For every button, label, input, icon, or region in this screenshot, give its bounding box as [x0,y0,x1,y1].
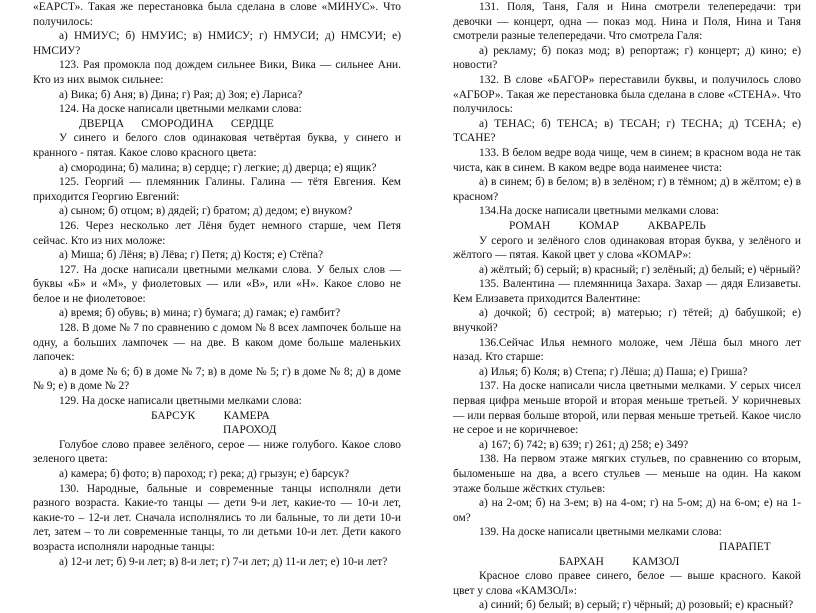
question-text: 135. Валентина — племянница Захара. Захар — дядя Елизаветы. Кем Елизавета приходится Валентине: [453,278,801,305]
answer-options: а) на 2-ом; б) на 3-ем; в) на 4-ом; г) на 5-ом; д) на 6-ом; е) на 1-ом? [453,497,801,524]
answer-options: а) дочкой; б) сестрой; в) матерью; г) тётей; д) бабушкой; е) внучкой? [453,307,801,335]
right-column [453,0,801,613]
question-text: 128. В доме № 7 по сравнению с домом № 8 всех лампочек больше на одну, а больших лампочек — на две. В каком доме больше маленьких лапочек: [33,322,401,364]
question-text: 123. Рая промокла под дождем сильнее Вики, Вика — сильнее Ани. Кто из них вымок сильнее: [33,59,401,86]
answer-options: а) жёлтый; б) серый; в) красный; г) зелёный; д) белый; е) чёрный? [479,263,801,276]
answer-options: а) 12-и лет; б) 9-и лет; в) 8-и лет; г) 7-и лет; д) 11-и лет; е) 10-и лет? [59,555,388,568]
answer-options: а) ТЕНАС; б) ТЕНСА; в) ТЕСАН; г) ТЕСНА; д) ТСЕНА; е) ТСАНЕ? [453,117,801,145]
answer-options: а) сыном; б) отцом; в) дядей; г) братом; д) дедом; е) внуком? [59,205,353,218]
question-text: 127. На доске написали цветными мелками слова. У белых слов — буквы «Б» и «М», у фиолетовых — или «В», или «Н». Какое слово не белое и не фиолетовое: [33,263,401,305]
answer-options: а) рекламу; б) показ мод; в) репортаж; г) концерт; д) кино; е) новости? [453,44,801,72]
question-text: 134.На доске написали цветными мелками слова: [479,205,719,218]
question-text: 139. На доске написали цветными мелками слова: [479,526,722,539]
answer-options: а) в доме № 6; б) в доме № 7; в) в доме № 5; г) в доме № 8; д) в доме № 9; е) в доме № 2? [33,365,401,393]
word-list: ПАРАПЕТ [719,540,771,553]
word-list: БАРСУК КАМЕРА [151,409,270,422]
question-text: Голубое слово правее зелёного, серое — ниже голубого. Какое слово зеленого цвета: [33,438,401,466]
answer-options: а) Илья; б) Коля; в) Степа; г) Лёша; д) Паша; е) Гриша? [479,365,748,378]
question-text: 131. Поля, Таня, Галя и Нина смотрели телепередачи: три девочки — концерт, одна — показ мод. Нина и Поля, Нина и Таня смотрели разные телепередачи. Что смотрела Галя: [453,1,801,43]
question-text: 136.Сейчас Илья немного моложе, чем Лёша был много лет назад. Кто старше: [453,336,801,364]
question-text: 129. На доске написали цветными мелками слова: [59,395,302,408]
question-text: 138. На первом этаже мягких стульев, по сравнению со вторым, быломеньше на два, а всего стульев — меньше на один. На каком этаже больше жёстких стульев: [453,453,801,495]
question-text: 126. Через несколько лет Лёня будет немного старше, чем Петя сейчас. Кто из них моложе: [33,219,401,247]
question-text: 132. В слове «БАГОР» переставили буквы, и получилось слово «АГБОР». Такая же перестановка была сделана в слове «СТЕНА». Что получилось: [453,73,801,116]
question-text: У синего и белого слов одинаковая четвёртая буква, у синего и кранного - пятая. Какое слово красного цвета: [33,132,401,159]
answer-options: а) Миша; б) Лёня; в) Лёва; г) Петя; д) Костя; е) Стёпа? [59,249,324,262]
question-text: «ЕАРСТ». Такая же перестановка была сделана в слове «МИНУС». Что получилось: [33,1,401,28]
answer-options: а) камера; б) фото; в) пароход; г) река; д) грызун; е) барсук? [59,468,350,480]
answer-options: а) 167; б) 742; в) 639; г) 261; д) 258; е) 349? [479,438,689,451]
answer-options: а) время; б) обувь; в) мина; г) бумага; д) гамак; е) гамбит? [59,307,341,320]
question-text: 124. На доске написали цветными мелками слова: [59,103,302,116]
word-list: БАРХАН КАМЗОЛ [559,555,680,568]
question-text: 125. Георгий — племянник Галины. Галина — тётя Евгения. Кем приходится Георгию Евгений: [33,176,401,203]
question-text: 137. На доске написали числа цветными мелками. У серых чисел первая цифра меньше второй и вторая меньше третьей. У коричневых — или первая больше второй, или первая меньше третьей. Какое число не серое и не коричневое: [453,380,801,437]
answer-options: а) в синем; б) в белом; в) в зелёном; г) в тёмном; д) в жёлтом; е) в красном? [453,176,801,203]
word-list: РОМАН КОМАР АКВАРЕЛЬ [509,219,706,232]
answer-options: а) Вика; б) Аня; в) Дина; г) Рая; д) Зоя; е) Лариса? [59,88,303,101]
question-text: У серого и зелёного слов одинаковая вторая буква, у зелёного и жёлтого — пятая. Какой цвет у слова «КОМАР»: [453,234,801,262]
answer-options: а) НМИУС; б) НМУИС; в) НМИСУ; г) НМУСИ; д) НМСУИ; е) НМСИУ? [33,30,401,57]
word-list: ПАРОХОД [223,424,277,437]
left-column [33,0,401,569]
question-text: 133. В белом ведре вода чище, чем в синем; в красном вода не так чиста, как в синем. В каком ведре вода наименее чиста: [453,146,801,174]
word-list: ДВЕРЦА СМОРОДИНА СЕРДЦЕ [79,117,274,130]
answer-options: а) смородина; б) малина; в) сердце; г) легкие; д) дверца; е) ящик? [59,161,377,174]
question-text: 130. Народные, бальные и современные танцы исполняли дети разного возраста. Какие-то танцы — дети 9-и лет, какие-то — 10-и лет, какие-то – 12-и лет. Сначала исполнялись то ли бальные, то ли дети 10-и лет, затем – то ли современные танцы, то ли детьми 10-и лет. Дети какого возраста исполняли народные танцы: [33,482,401,553]
question-text: Красное слово правее синего, белое — выше красного. Какой цвет у слова «КАМЗОЛ»: [453,570,801,597]
answer-options: а) синий; б) белый; в) серый; г) чёрный; д) розовый; е) красный? [479,599,794,612]
